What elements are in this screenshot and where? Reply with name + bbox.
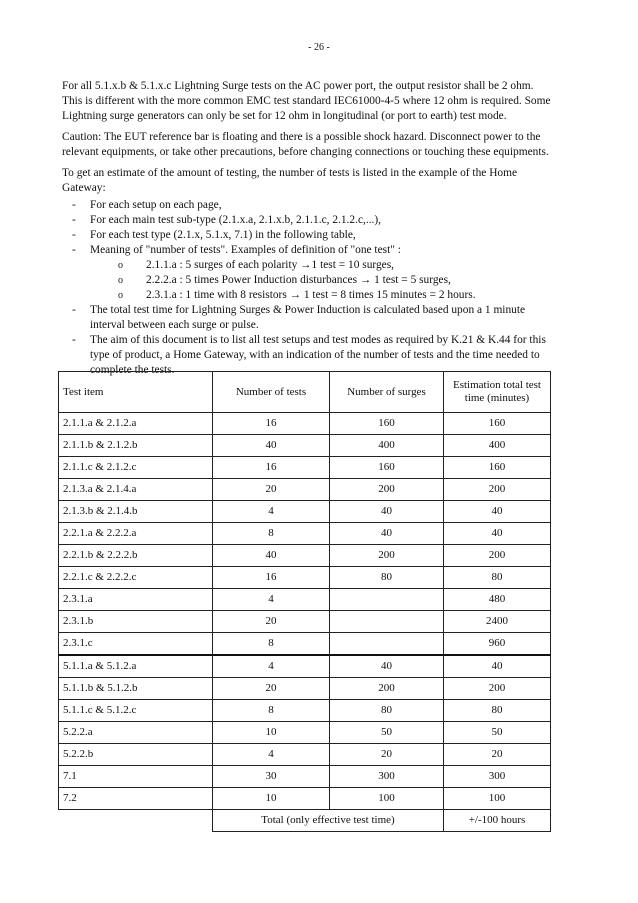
cell-number-of-tests: 8: [213, 700, 330, 722]
total-label: Total (only effective test time): [213, 810, 444, 832]
cell-test-item: 5.1.1.b & 5.1.2.b: [59, 678, 213, 700]
cell-test-item: 2.1.3.b & 2.1.4.b: [59, 501, 213, 523]
total-spacer: [59, 810, 213, 832]
cell-number-of-tests: 16: [213, 413, 330, 435]
table-row: [59, 611, 551, 633]
table-row: [59, 633, 551, 656]
table-row: [59, 655, 551, 678]
test-estimation-table: [58, 371, 551, 832]
sublist-item: o 2.2.2.a : 5 times Power Induction disturbances → 1 test = 5 surges,: [118, 273, 552, 288]
list-item: [62, 243, 552, 303]
cell-test-item: 5.2.2.b: [59, 744, 213, 766]
cell-estimation-time: 300: [444, 766, 551, 788]
header-test-item: Test item: [59, 372, 213, 413]
cell-number-of-surges: [330, 589, 444, 611]
cell-estimation-time: 80: [444, 700, 551, 722]
cell-test-item: 2.3.1.c: [59, 633, 213, 656]
cell-test-item: 5.1.1.a & 5.1.2.a: [59, 655, 213, 678]
cell-number-of-surges: 160: [330, 413, 444, 435]
table-row: [59, 700, 551, 722]
total-value: +/-100 hours: [444, 810, 551, 832]
cell-test-item: 2.2.1.b & 2.2.2.b: [59, 545, 213, 567]
cell-estimation-time: 100: [444, 788, 551, 810]
cell-number-of-tests: 4: [213, 501, 330, 523]
table-row: [59, 479, 551, 501]
cell-estimation-time: 2400: [444, 611, 551, 633]
cell-number-of-tests: 20: [213, 611, 330, 633]
cell-test-item: 7.2: [59, 788, 213, 810]
table-row: [59, 589, 551, 611]
cell-number-of-surges: 80: [330, 700, 444, 722]
total-row: [59, 810, 551, 832]
cell-estimation-time: 80: [444, 567, 551, 589]
table-row: [59, 435, 551, 457]
cell-test-item: 2.1.3.a & 2.1.4.a: [59, 479, 213, 501]
table-body: [59, 413, 551, 810]
list-item: - The total test time for Lightning Surges & Power Induction is calculated based upon a 1 minute interval between each surge or pulse.: [62, 303, 552, 333]
cell-number-of-surges: 20: [330, 744, 444, 766]
table-row: [59, 678, 551, 700]
cell-estimation-time: 20: [444, 744, 551, 766]
cell-number-of-tests: 4: [213, 744, 330, 766]
table-row: [59, 523, 551, 545]
paragraph-estimate-intro: To get an estimate of the amount of testing, the number of tests is listed in the example of the Home Gateway:: [62, 167, 518, 194]
table-row: [59, 457, 551, 479]
list-item: - For each setup on each page,: [62, 198, 552, 213]
cell-number-of-surges: 400: [330, 435, 444, 457]
cell-number-of-surges: 100: [330, 788, 444, 810]
table-header-row: [59, 372, 551, 413]
cell-number-of-tests: 30: [213, 766, 330, 788]
cell-estimation-time: 160: [444, 413, 551, 435]
cell-number-of-surges: 160: [330, 457, 444, 479]
cell-number-of-tests: 10: [213, 788, 330, 810]
cell-test-item: 5.2.2.a: [59, 722, 213, 744]
test-count-list: [62, 198, 552, 378]
sublist-item: o 2.3.1.a : 1 time with 8 resistors → 1 test = 8 times 15 minutes = 2 hours.: [118, 288, 552, 303]
cell-number-of-surges: 200: [330, 678, 444, 700]
cell-number-of-surges: 40: [330, 523, 444, 545]
page-number: - 26 -: [308, 42, 330, 53]
cell-estimation-time: 200: [444, 678, 551, 700]
cell-number-of-surges: [330, 611, 444, 633]
table-row: [59, 501, 551, 523]
list-item: - The aim of this document is to list all test setups and test modes as required by K.21 & K.44 for this type of product, a Home Gateway, with an indication of the number of tests and the time needed to complete the tests.: [62, 333, 552, 378]
cell-number-of-tests: 40: [213, 435, 330, 457]
cell-estimation-time: 200: [444, 479, 551, 501]
cell-number-of-surges: 200: [330, 479, 444, 501]
header-estimation-time: Estimation total test time (minutes): [444, 372, 551, 413]
cell-estimation-time: 960: [444, 633, 551, 656]
cell-test-item: 2.3.1.b: [59, 611, 213, 633]
cell-number-of-surges: 50: [330, 722, 444, 744]
cell-number-of-tests: 16: [213, 457, 330, 479]
cell-number-of-tests: 20: [213, 678, 330, 700]
document-body: [62, 79, 552, 378]
table-row: [59, 788, 551, 810]
table-row: [59, 766, 551, 788]
paragraph-output-resistor: For all 5.1.x.b & 5.1.x.c Lightning Surge tests on the AC power port, the output resistor shall be 2 ohm. This is different with the more common EMC test standard IEC61000-4-5 where 12 ohm is required. Some Lightning surge generators can only be set for 12 ohm in longitudinal (or port to earth) test mode.: [62, 80, 551, 122]
header-number-of-surges: Number of surges: [330, 372, 444, 413]
cell-test-item: 2.2.1.c & 2.2.2.c: [59, 567, 213, 589]
cell-test-item: 2.1.1.a & 2.1.2.a: [59, 413, 213, 435]
paragraph-caution: Caution: The EUT reference bar is floating and there is a possible shock hazard. Disconnect power to the relevant equipments, or take other precautions, before changing connections or touching these equipments.: [62, 131, 549, 158]
list-item: - For each test type (2.1.x, 5.1.x, 7.1) in the following table,: [62, 228, 552, 243]
cell-number-of-surges: 40: [330, 501, 444, 523]
cell-number-of-tests: 20: [213, 479, 330, 501]
cell-estimation-time: 50: [444, 722, 551, 744]
cell-number-of-tests: 16: [213, 567, 330, 589]
cell-number-of-tests: 40: [213, 545, 330, 567]
cell-estimation-time: 40: [444, 655, 551, 678]
cell-estimation-time: 480: [444, 589, 551, 611]
cell-number-of-tests: 4: [213, 655, 330, 678]
table-row: [59, 744, 551, 766]
cell-number-of-surges: 40: [330, 655, 444, 678]
cell-test-item: 2.1.1.c & 2.1.2.c: [59, 457, 213, 479]
sublist-item: o 2.1.1.a : 5 surges of each polarity →1 test = 10 surges,: [118, 258, 552, 273]
cell-number-of-surges: 80: [330, 567, 444, 589]
cell-test-item: 2.3.1.a: [59, 589, 213, 611]
cell-test-item: 7.1: [59, 766, 213, 788]
table-row: [59, 567, 551, 589]
cell-number-of-surges: 300: [330, 766, 444, 788]
cell-test-item: 2.2.1.a & 2.2.2.a: [59, 523, 213, 545]
cell-estimation-time: 40: [444, 501, 551, 523]
table-row: [59, 413, 551, 435]
cell-estimation-time: 40: [444, 523, 551, 545]
list-item-text: Meaning of "number of tests". Examples of definition of "one test" :: [90, 244, 401, 256]
cell-test-item: 2.1.1.b & 2.1.2.b: [59, 435, 213, 457]
cell-number-of-surges: [330, 633, 444, 656]
cell-number-of-surges: 200: [330, 545, 444, 567]
cell-number-of-tests: 4: [213, 589, 330, 611]
cell-estimation-time: 200: [444, 545, 551, 567]
table-row: [59, 545, 551, 567]
cell-number-of-tests: 8: [213, 523, 330, 545]
table-row: [59, 722, 551, 744]
cell-estimation-time: 160: [444, 457, 551, 479]
test-definition-sublist: [90, 258, 552, 303]
cell-number-of-tests: 10: [213, 722, 330, 744]
cell-estimation-time: 400: [444, 435, 551, 457]
list-item: - For each main test sub-type (2.1.x.a, 2.1.x.b, 2.1.1.c, 2.1.2.c,...),: [62, 213, 552, 228]
header-number-of-tests: Number of tests: [213, 372, 330, 413]
cell-test-item: 5.1.1.c & 5.1.2.c: [59, 700, 213, 722]
cell-number-of-tests: 8: [213, 633, 330, 656]
